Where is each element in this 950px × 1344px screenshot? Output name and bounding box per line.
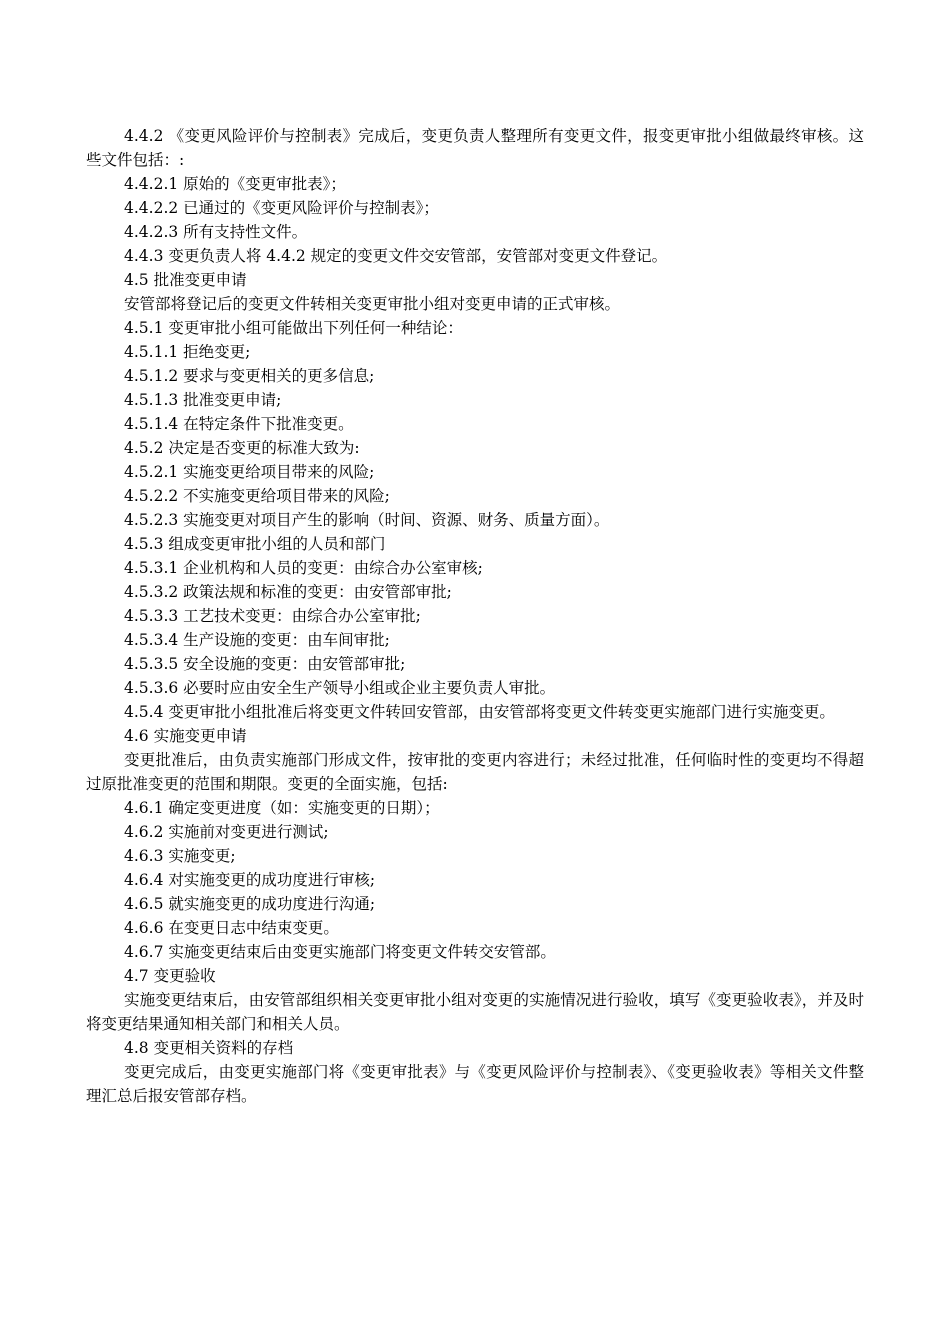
document-paragraph: 4.4.2.2 已通过的《变更风险评价与控制表》； [124,199,439,217]
document-paragraph: 4.5.2.3 实施变更对项目产生的影响（时间、资源、财务、质量方面）。 [124,511,610,529]
document-paragraph: 4.5.1.4 在特定条件下批准变更。 [124,415,354,433]
document-paragraph: 4.5.3.4 生产设施的变更：由车间审批; [124,631,390,649]
document-paragraph: 4.4.2.3 所有支持性文件。 [124,223,308,241]
document-paragraph: 4.7 变更验收 [124,967,216,985]
document-paragraph: 4.4.2 《变更风险评价与控制表》完成后，变更负责人整理所有变更文件，报变更审批小组做最终审核。这些文件包括：: [86,127,864,169]
document-paragraph: 4.6.7 实施变更结束后由变更实施部门将变更文件转交安管部。 [124,943,556,961]
document-paragraph: 4.5.1 变更审批小组可能做出下列任何一种结论： [124,319,463,337]
document-paragraph: 4.5.2 决定是否变更的标准大致为: [124,439,360,457]
document-paragraph: 4.6.1 确定变更进度（如：实施变更的日期）； [124,799,440,817]
document-paragraph: 4.4.3 变更负责人将 4.4.2 规定的变更文件交安管部，安管部对变更文件登记。 [124,247,668,265]
document-paragraph: 4.6.4 对实施变更的成功度进行审核; [124,871,376,889]
document-paragraph: 4.5.3.1 企业机构和人员的变更：由综合办公室审核; [124,559,483,577]
document-paragraph: 4.5.1.2 要求与变更相关的更多信息; [124,367,375,385]
document-paragraph: 实施变更结束后，由安管部组织相关变更审批小组对变更的实施情况进行验收，填写《变更验收表》，并及时将变更结果通知相关部门和相关人员。 [86,991,864,1033]
document-paragraph: 4.6.6 在变更日志中结束变更。 [124,919,339,937]
document-paragraph: 4.5.3.2 政策法规和标准的变更：由安管部审批; [124,583,452,601]
document-paragraph: 4.5.3.5 安全设施的变更：由安管部审批; [124,655,406,673]
document-paragraph: 4.5 批准变更申请 [124,271,247,289]
document-paragraph: 4.6.2 实施前对变更进行测试; [124,823,329,841]
document-paragraph: 4.5.1.1 拒绝变更; [124,343,251,361]
document-paragraph: 4.5.2.2 不实施变更给项目带来的风险; [124,487,390,505]
document-paragraph: 4.5.1.3 批准变更申请; [124,391,282,409]
document-paragraph: 4.5.2.1 实施变更给项目带来的风险; [124,463,375,481]
document-paragraph: 4.5.3.6 必要时应由安全生产领导小组或企业主要负责人审批。 [124,679,556,697]
document-paragraph: 4.6 实施变更申请 [124,727,247,745]
document-paragraph: 4.5.3 组成变更审批小组的人员和部门 [124,535,386,553]
document-paragraph: 4.5.3.3 工艺技术变更：由综合办公室审批; [124,607,421,625]
document-paragraph: 4.5.4 变更审批小组批准后将变更文件转回安管部，由安管部将变更文件转变更实施部门进行实施变更。 [124,703,835,721]
document-paragraph: 安管部将登记后的变更文件转相关变更审批小组对变更申请的正式审核。 [124,295,621,313]
document-paragraph: 变更批准后，由负责实施部门形成文件，按审批的变更内容进行；未经过批准，任何临时性的变更均不得超过原批准变更的范围和期限。变更的全面实施，包括: [86,751,864,793]
document-paragraph: 4.4.2.1 原始的《变更审批表》； [124,175,346,193]
document-paragraph: 4.8 变更相关资料的存档 [124,1039,294,1057]
document-body [86,124,864,1108]
document-paragraph: 4.6.3 实施变更; [124,847,236,865]
document-paragraph: 4.6.5 就实施变更的成功度进行沟通; [124,895,376,913]
document-paragraph: 变更完成后，由变更实施部门将《变更审批表》与《变更风险评价与控制表》、《变更验收表》等相关文件整理汇总后报安管部存档。 [86,1063,864,1105]
